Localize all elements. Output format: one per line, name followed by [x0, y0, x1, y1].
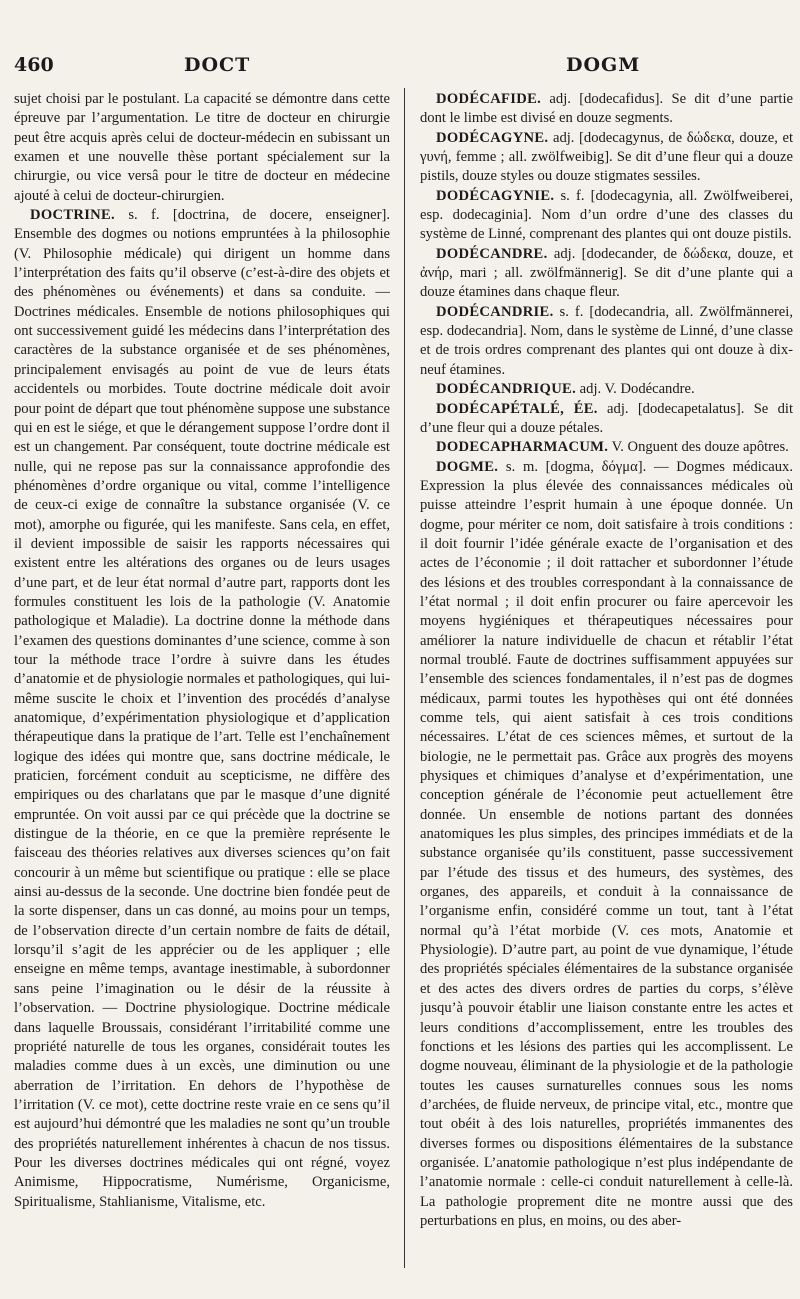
entry-doctrine	[14, 206, 390, 1212]
definition-dodecapharmacum: V. Onguent des douze apôtres.	[608, 439, 789, 456]
headword-dodecandrie: DODÉCANDRIE.	[436, 303, 554, 320]
definition-dodecagynie: s. f. [dodecagynia, all. Zwölfweiberei, esp. dodecaginia]. Nom d’un ordre d’une des classes du système de Linné, comprenant des plantes qui ont douze pistils.	[420, 187, 793, 243]
headword-doctrine: DOCTRINE.	[30, 207, 116, 224]
headword-dodecapharmacum: DODECAPHARMACUM.	[436, 439, 609, 456]
continued-entry-text: sujet choisi par le postulant. La capacité se démontre dans cette épreuve par l’argumentation. Le titre de docteur en chirurgie peut être acquis après celui de docteur-médecin en subissant un examen et une nouvelle thèse portant spécialement sur la chirurgie, ou vice versâ pour le titre de docteur en médecine ajouté à celui de docteur-chirurgien.	[14, 91, 390, 204]
entry-dodecandrie	[420, 303, 793, 380]
right-running-head: DOGM	[566, 54, 641, 76]
headword-dodecandrique: DODÉCANDRIQUE.	[436, 381, 577, 398]
definition-doctrine: s. f. [doctrina, de docere, enseigner]. Ensemble des dogmes ou notions empruntées à la philosophie (V. Philosophie médicale) qui dirigent un homme dans l’interprétation des faits qu’il observe (c’est-à-dire des objets et des phénomènes ou événements) et dans sa conduite. — Doctrines médicales. Ensemble de notions philosophiques qui ont successivement guidé les médecins dans l’interprétation des caractères de la substance organisée et de ses phénomènes, principalement envisagés au point de vue de leurs états accidentels ou morbides. Toute doctrine médicale doit avoir pour point de départ que tout phénomène suppose une substance qui en est le siége, et que le dérangement suppose l’ordre dont il est un changement. Par conséquent, toute doctrine médicale est nulle, qui ne repose pas sur la connaissance approfondie des phénomènes d’ordre organique ou vital, comme l’intelligence de ceux-ci exige de connaître la substance organisée (V. ce mot), amorphe ou figurée, qui les manifeste. Sans cela, en effet, il devient impossible de saisir les rapports nécessaires qui existent entre les altérations des organes ou de leurs usages d’une part, et de leur état normal d’autre part, rapports dont les formules constituent les lois de la pathologie (V. Anatomie pathologique et Maladie). La doctrine donne la méthode dans l’examen des questions dominantes d’une science, comme à son tour la méthode trace l’ordre à suivre dans les études d’anatomie et de physiologie normales et pathologiques, qui lui-même suscite le choix et l’invention des procédés d’analyse anatomique, d’expérimentation physiologique et d’application thérapeutique dans la pratique de l’art. Telle est l’enchaînement logique des idées qui montre que, sans doctrine médicale, le praticien, forcément conduit au scepticisme, ne diffère des empiriques ou des charlatans que par le masque d’une dignité empruntée. On voit aussi par ce qui précède que la doctrine se distingue de la théorie, en ce que la première représente le faisceau des théories relatives aux diverses sciences qu’on fait concourir à un même but scientifique ou pratique : elle se place ainsi au-dessus de la seconde. Une doctrine bien fondée peut de la sorte dispenser, dans un cas donné, au moins pour un temps, de l’observation directe d’un certain nombre de faits de détail, lorsqu’il s’agit de les apprécier ou de les appliquer ; elle enseigne en même temps, avantage inestimable, à subordonner sans peine l’imagination ou le désir de la réussite à l’observation. — Doctrine physiologique. Doctrine médicale dans laquelle Broussais, considérant l’irritabilité comme une propriété naturelle de tous les organes, considérait toutes les maladies comme dues à un excès, une diminution ou une aberration de l’irritation. En dehors de l’hypothèse de l’irritation (V. ce mot), cette doctrine reste vraie en ce sens qu’il est aujourd’hui démontré que les maladies ne sont qu’un trouble des propriétés naturellement inhérentes à chacun de nos tissus. Pour les diverses doctrines médicales qui ont régné, voyez Animisme, Hippocratisme, Numérisme, Organicisme, Spiritualisme, Stahlianisme, Vitalisme, etc.	[14, 207, 390, 1210]
headword-dodecagyne: DODÉCAGYNE.	[436, 129, 549, 146]
right-column	[420, 90, 793, 1231]
left-column	[14, 90, 390, 1212]
entry-dodecandre	[420, 245, 793, 303]
headword-dodecafide: DODÉCAFIDE.	[436, 91, 542, 107]
page-number: 460	[14, 54, 54, 76]
definition-dodecafide: adj. [dodecafidus]. Se dit d’une partie dont le limbe est divisé en douze segments.	[420, 91, 793, 127]
entry-dodecagyne	[420, 129, 793, 187]
entry-dodecapharmacum	[420, 438, 793, 457]
headword-dodecagynie: DODÉCAGYNIE.	[436, 187, 555, 204]
headword-dogme: DOGME.	[436, 458, 499, 475]
entry-dodecafide	[420, 90, 793, 129]
definition-dodecagyne: adj. [dodecagynus, de δώδεκα, douze, et γυνή, femme ; all. zwölfweibig]. Se dit d’une fleur qui a douze pistils, douze styles ou douze stigmates sessiles.	[420, 129, 793, 185]
entry-dodecandrique	[420, 380, 793, 399]
running-header	[0, 54, 800, 86]
definition-dodecandrie: s. f. [dodecandria, all. Zwölfmännerei, esp. dodecandria]. Nom, dans le système de Linné, d’une classe et de trois ordres comprenant des plantes qui ont douze à dix-neuf étamines.	[420, 303, 793, 378]
headword-dodecandre: DODÉCANDRE.	[436, 245, 548, 262]
headword-dodecapetale: DODÉCAPÉTALÉ, ÉE.	[436, 400, 598, 417]
entry-dodecapetale	[420, 400, 793, 439]
definition-dogme: s. m. [dogma, δόγμα]. — Dogmes médicaux. Expression la plus élevée des connaissances médicales où puisse atteindre l’esprit humain à une époque donnée. Un dogme, pour mériter ce nom, doit satisfaire à trois conditions : il doit fournir l’idée générale exacte de l’organisation et des actes de l’économie ; il doit rattacher et subordonner l’étude des lésions et des troubles correspondant à la connaissance de l’état normal ; il doit enfin procurer ou faire apercevoir les moyens hygiéniques et thérapeutiques nécessaires pour améliorer la nature individuelle de chacun et rétablir l’état normal troublé. Faute de doctrines suffisamment appuyées sur l’ensemble des sciences fondamentales, il n’est pas de dogmes médicaux, parmi toutes les hypothèses qui ont été données comme tels, qui aient satisfait à ces trois conditions nécessaires. L’état de ces sciences mêmes, et surtout de la biologie, ne le permettait pas. Grâce aux progrès des moyens physiques et chimiques d’analyse et d’expérimentation, une conception générale de l’économie peut actuellement être donnée. Un ensemble de notions partant des données anatomiques les plus simples, des principes immédiats et de la substance organisée qu’ils constituent, passe successivement par l’étude des tissus et des humeurs, des systèmes, des organes, des appareils, et conduit à la connaissance de l’organisme enfin, considéré comme un tout, tant à l’état normal qu’à l’état morbide (V. ces mots, Anatomie et Physiologie). D’autre part, au point de vue dynamique, l’étude des propriétés spéciales élémentaires de la substance organisée et des actes des divers ordres de parties du corps, s’élève jusqu’à pouvoir établir une liaison constante entre les actes et leurs conditions d’accomplissement, entre les troubles des fonctions et les lésions des parties qui les accomplissent. Le dogme nouveau, éliminant de la physiologie et de la pathologie toutes les causes surnaturelles connues sous les noms d’archées, de fluide nerveux, de principe vital, etc., montre que tout obéit à des lois naturelles, propriétés immanentes des diverses formes ou dispositions élémentaires de la substance organisée. L’anatomie pathologique n’est plus indépendante de l’anatomie normale : celle-ci conduit naturellement à celle-là. La pathologie proprement dite ne montre aussi que des perturbations en plus, en moins, ou des aber-	[420, 458, 793, 1229]
column-divider	[404, 88, 405, 1268]
entry-dogme	[420, 458, 793, 1232]
left-running-head: DOCT	[184, 54, 251, 76]
definition-dodecandre: adj. [dodecander, de δώδεκα, douze, et ἀνήρ, mari ; all. zwölfmännerig]. Se dit d’une plante qui a douze étamines dans chaque fleur.	[420, 245, 793, 301]
definition-dodecandrique: adj. V. Dodécandre.	[576, 381, 695, 398]
entry-dodecagynie	[420, 187, 793, 245]
definition-dodecapetale: adj. [dodecapetalatus]. Se dit d’une fleur qui a douze pétales.	[420, 400, 793, 436]
